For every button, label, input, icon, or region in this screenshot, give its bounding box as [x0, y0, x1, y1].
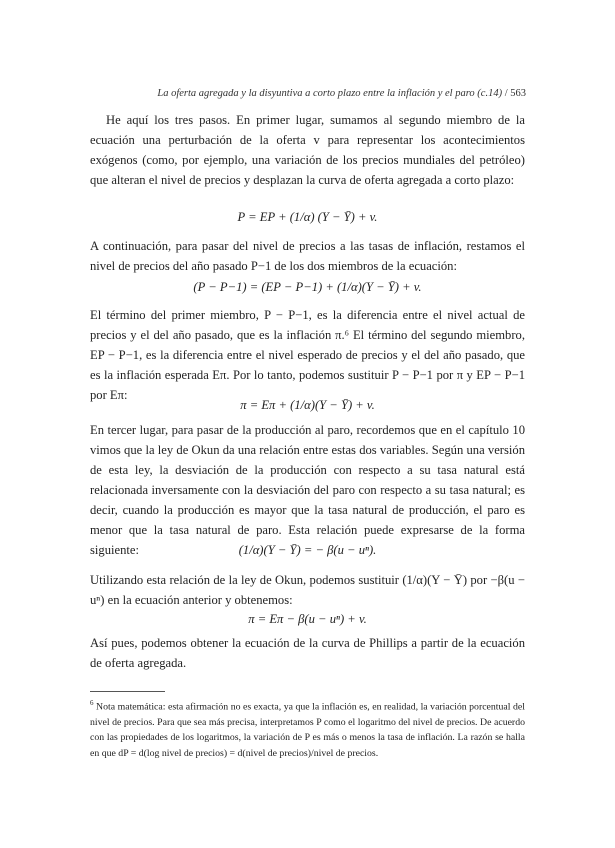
equation-3: π = Eπ + (1/α)(Y − Ȳ) + v. — [240, 398, 375, 412]
paragraph-1: He aquí los tres pasos. En primer lugar, sumamos al segundo miembro de la ecuación una perturbación de la oferta v para representar los acontecimientos exógenos (como, por ejemplo, una variación de los precios mundiales del petróleo) que alteran el nivel de precios y desplazan la curva de oferta agregada a corto plazo: — [90, 113, 525, 187]
paragraph-4: En tercer lugar, para pasar de la producción al paro, recordemos que en el capítulo 10 vimos que la ley de Okun da una relación entre estas dos variables. Según una versión de esta ley, la desviación de la producción con respecto a su tasa natural está relacionada inversamente con la desviación del paro con respecto a su tasa natural; es decir, cuando la producción es mayor que la tasa natural de producción, el paro es menor que la tasa natural de paro. Esta relación puede expresarse de la forma siguiente: — [90, 423, 525, 557]
equation-1: P = EP + (1/α) (Y − Ȳ) + v. — [237, 210, 378, 224]
paragraph-5: Utilizando esta relación de la ley de Okun, podemos sustituir (1/α)(Y − Ȳ) por −β(u − uⁿ) en la ecuación anterior y obtenemos: — [90, 573, 525, 607]
paragraph-6: Así pues, podemos obtener la ecuación de la curva de Phillips a partir de la ecuación de oferta agregada. — [90, 636, 525, 670]
footnote — [90, 696, 525, 761]
running-title: La oferta agregada y la disyuntiva a corto plazo entre la inflación y el paro (c.14) — [157, 88, 503, 99]
equation-4: (1/α)(Y − Ȳ) = − β(u − uⁿ). — [238, 543, 377, 557]
footnote-divider — [90, 691, 165, 692]
paragraph-3: El término del primer miembro, P − P−1, es la diferencia entre el nivel actual de precios y el del año pasado, que es la inflación π.⁶ El término del segundo miembro, EP − P−1, es la diferencia entre el nivel esperado de precios y el del año pasado, que es la inflación esperada Eπ. Por lo tanto, podemos sustituir P − P−1 por π y EP − P−1 por Eπ: — [90, 308, 525, 402]
equation-2: (P − P−1) = (EP − P−1) + (1/α)(Y − Ȳ) + v. — [193, 280, 422, 294]
equation-5: π = Eπ − β(u − uⁿ) + v. — [248, 612, 367, 626]
footnote-marker: 6 — [90, 699, 94, 707]
paragraph-2: A continuación, para pasar del nivel de precios a las tasas de inflación, restamos el nivel de precios del año pasado P−1 de los dos miembros de la ecuación: — [90, 239, 525, 273]
running-header — [90, 88, 526, 99]
footnote-text: Nota matemática: esta afirmación no es exacta, ya que la inflación es, en realidad, la variación porcentual del nivel de precios. Para que sea más precisa, interpretamos P como el logaritmo del nivel de precios. De acuerdo con las propiedades de los logaritmos, la variación de P es más o menos la tasa de inflación. La razón se halla en que dP = d(log nivel de precios) = d(nivel de precios)/nivel de precios. — [90, 701, 525, 759]
page-number: / 563 — [504, 88, 526, 99]
